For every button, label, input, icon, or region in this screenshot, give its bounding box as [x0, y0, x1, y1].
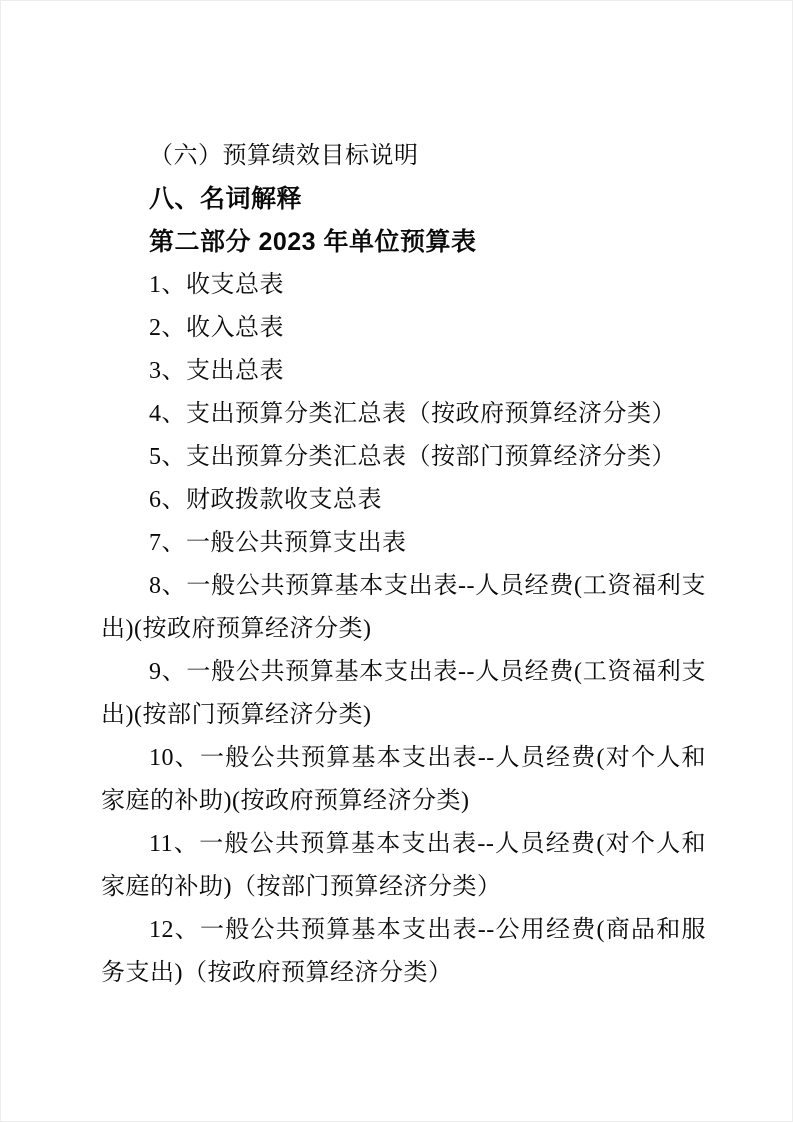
toc-item-2: 2、收入总表 — [149, 315, 284, 341]
part2-heading: 第二部分 2023 年单位预算表 — [149, 228, 477, 256]
document-body — [1, 1, 792, 995]
toc-item-5: 5、支出预算分类汇总表（按部门预算经济分类） — [149, 444, 676, 470]
subsection-vi-line: （六）预算绩效目标说明 — [149, 143, 419, 169]
toc-item-1: 1、收支总表 — [149, 272, 284, 298]
toc-item-8: 8、一般公共预算基本支出表--人员经费(工资福利支出)(按政府预算经济分类) — [101, 573, 706, 642]
toc-item-12: 12、一般公共预算基本支出表--公用经费(商品和服务支出)（按政府预算经济分类） — [101, 917, 706, 986]
section-heading-glossary: 八、名词解释 — [149, 185, 303, 213]
toc-item-10: 10、一般公共预算基本支出表--人员经费(对个人和家庭的补助)(按政府预算经济分类) — [101, 745, 706, 814]
toc-item-9: 9、一般公共预算基本支出表--人员经费(工资福利支出)(按部门预算经济分类) — [101, 659, 706, 728]
toc-item-3: 3、支出总表 — [149, 358, 284, 384]
toc-item-4: 4、支出预算分类汇总表（按政府预算经济分类） — [149, 401, 676, 427]
toc-item-6: 6、财政拨款收支总表 — [149, 487, 382, 513]
toc-item-11: 11、一般公共预算基本支出表--人员经费(对个人和家庭的补助)（按部门预算经济分类） — [101, 831, 706, 900]
toc-item-7: 7、一般公共预算支出表 — [149, 530, 407, 556]
